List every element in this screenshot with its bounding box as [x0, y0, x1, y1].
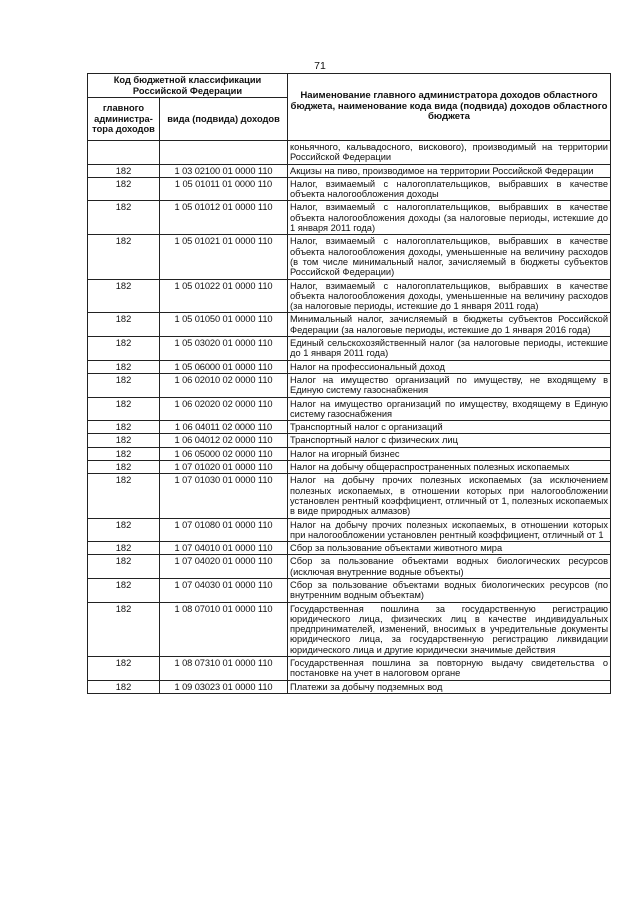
revenue-name-cell: Налог, взимаемый с налогоплательщиков, выбравших в качестве объекта налогообложения доходы, уменьшенные на величину расходов (за налоговые периоды, истекшие до 1 января 2011 года) — [288, 279, 611, 313]
revenue-code-cell: 1 07 01080 01 0000 110 — [160, 518, 288, 542]
revenue-name-cell: Налог, взимаемый с налогоплательщиков, выбравших в качестве объекта налогообложения доходы (за налоговые периоды, истекшие до 1 января 2011 года) — [288, 201, 611, 235]
header-budget-classification-code: Код бюджетной классификации Российской Федерации — [88, 74, 288, 98]
admin-code-cell: 182 — [88, 680, 160, 693]
revenue-code-cell: 1 05 01022 01 0000 110 — [160, 279, 288, 313]
revenue-code-cell: 1 07 01020 01 0000 110 — [160, 461, 288, 474]
table-row — [88, 141, 611, 165]
admin-code-cell: 182 — [88, 164, 160, 177]
revenue-name-cell: Налог на имущество организаций по имуществу, не входящему в Единую систему газоснабжения — [288, 373, 611, 397]
revenue-name-cell: Налог на добычу прочих полезных ископаемых (за исключением полезных ископаемых, в отношении которых при налогообложении установлен рентный коэффициент, отличный от 1, полезных ископаемых в виде природных алмазов) — [288, 474, 611, 518]
table-row — [88, 201, 611, 235]
revenue-code-cell: 1 05 01011 01 0000 110 — [160, 177, 288, 201]
revenue-code-cell: 1 06 04011 02 0000 110 — [160, 421, 288, 434]
admin-code-cell: 182 — [88, 177, 160, 201]
admin-code-cell: 182 — [88, 235, 160, 279]
revenue-name-cell: Единый сельскохозяйственный налог (за налоговые периоды, истекшие до 1 января 2011 года) — [288, 337, 611, 361]
table-row — [88, 177, 611, 201]
revenue-name-cell: Налог на имущество организаций по имуществу, входящему в Единую систему газоснабжения — [288, 397, 611, 421]
table-row — [88, 421, 611, 434]
revenue-code-cell — [160, 141, 288, 165]
admin-code-cell: 182 — [88, 434, 160, 447]
admin-code-cell: 182 — [88, 474, 160, 518]
admin-code-cell: 182 — [88, 313, 160, 337]
table-row — [88, 461, 611, 474]
table-row — [88, 555, 611, 579]
header-type-column: вида (подвида) доходов — [160, 98, 288, 141]
revenue-name-cell: Сбор за пользование объектами водных биологических ресурсов (по внутренним водным объектам) — [288, 578, 611, 602]
revenue-code-cell: 1 07 04020 01 0000 110 — [160, 555, 288, 579]
revenue-name-cell: Налог, взимаемый с налогоплательщиков, выбравших в качестве объекта налогообложения доходы — [288, 177, 611, 201]
admin-code-cell: 182 — [88, 360, 160, 373]
revenue-code-cell: 1 07 01030 01 0000 110 — [160, 474, 288, 518]
revenue-code-cell: 1 08 07310 01 0000 110 — [160, 657, 288, 681]
revenue-code-cell: 1 05 01050 01 0000 110 — [160, 313, 288, 337]
admin-code-cell: 182 — [88, 518, 160, 542]
table-row — [88, 578, 611, 602]
revenue-code-cell: 1 05 06000 01 0000 110 — [160, 360, 288, 373]
header-admin-column: главного администра-тора доходов — [88, 98, 160, 141]
admin-code-cell: 182 — [88, 421, 160, 434]
revenue-code-cell: 1 07 04030 01 0000 110 — [160, 578, 288, 602]
table-body — [88, 141, 611, 694]
admin-code-cell: 182 — [88, 461, 160, 474]
table-row — [88, 235, 611, 279]
revenue-name-cell: Налог на добычу прочих полезных ископаемых, в отношении которых при налогообложении установлен рентный коэффициент, отличный от 1 — [288, 518, 611, 542]
revenue-name-cell: Акцизы на пиво, производимое на территории Российской Федерации — [288, 164, 611, 177]
budget-classification-table — [87, 73, 611, 694]
header-name-column: Наименование главного администратора доходов областного бюджета, наименование кода вида (подвида) доходов областного бюджета — [288, 74, 611, 141]
revenue-name-cell: Налог, взимаемый с налогоплательщиков, выбравших в качестве объекта налогообложения доходы, уменьшенные на величину расходов (в том числе минимальный налог, зачисляемый в бюджеты субъектов Российской Федерации) — [288, 235, 611, 279]
revenue-code-cell: 1 05 01021 01 0000 110 — [160, 235, 288, 279]
revenue-name-cell: Транспортный налог с физических лиц — [288, 434, 611, 447]
revenue-name-cell: Налог на добычу общераспространенных полезных ископаемых — [288, 461, 611, 474]
revenue-code-cell: 1 07 04010 01 0000 110 — [160, 542, 288, 555]
revenue-name-cell: Сбор за пользование объектами животного мира — [288, 542, 611, 555]
revenue-code-cell: 1 05 01012 01 0000 110 — [160, 201, 288, 235]
admin-code-cell: 182 — [88, 602, 160, 656]
revenue-name-cell: Платежи за добычу подземных вод — [288, 680, 611, 693]
table-row — [88, 518, 611, 542]
page-number: 71 — [314, 60, 326, 72]
revenue-name-cell: Транспортный налог с организаций — [288, 421, 611, 434]
table-row — [88, 657, 611, 681]
table-row — [88, 447, 611, 460]
table-row — [88, 360, 611, 373]
table-row — [88, 373, 611, 397]
table-header — [88, 74, 611, 141]
admin-code-cell: 182 — [88, 555, 160, 579]
revenue-code-cell: 1 05 03020 01 0000 110 — [160, 337, 288, 361]
revenue-code-cell: 1 06 02010 02 0000 110 — [160, 373, 288, 397]
revenue-code-cell: 1 06 05000 02 0000 110 — [160, 447, 288, 460]
revenue-name-cell: коньячного, кальвадосного, вискового), производимый на территории Российской Федерации — [288, 141, 611, 165]
revenue-name-cell: Минимальный налог, зачисляемый в бюджеты субъектов Российской Федерации (за налоговые периоды, истекшие до 1 января 2016 года) — [288, 313, 611, 337]
revenue-name-cell: Налог на профессиональный доход — [288, 360, 611, 373]
table-row — [88, 474, 611, 518]
admin-code-cell: 182 — [88, 447, 160, 460]
admin-code-cell: 182 — [88, 201, 160, 235]
admin-code-cell: 182 — [88, 657, 160, 681]
revenue-code-cell: 1 09 03023 01 0000 110 — [160, 680, 288, 693]
table-row — [88, 279, 611, 313]
table-row — [88, 680, 611, 693]
table-row — [88, 542, 611, 555]
revenue-code-cell: 1 06 02020 02 0000 110 — [160, 397, 288, 421]
admin-code-cell: 182 — [88, 373, 160, 397]
admin-code-cell: 182 — [88, 337, 160, 361]
admin-code-cell — [88, 141, 160, 165]
table-row — [88, 602, 611, 656]
table-row — [88, 164, 611, 177]
revenue-name-cell: Государственная пошлина за повторную выдачу свидетельства о постановке на учет в налоговом органе — [288, 657, 611, 681]
revenue-name-cell: Государственная пошлина за государственную регистрацию юридического лица, физических лиц в качестве индивидуальных предпринимателей, изменений, вносимых в учредительные документы юридического лица, за государственную регистрацию ликвидации юридического лица и другие юридически значимые действия — [288, 602, 611, 656]
admin-code-cell: 182 — [88, 397, 160, 421]
revenue-code-cell: 1 08 07010 01 0000 110 — [160, 602, 288, 656]
revenue-name-cell: Сбор за пользование объектами водных биологических ресурсов (исключая внутренние водные объекты) — [288, 555, 611, 579]
table-row — [88, 337, 611, 361]
admin-code-cell: 182 — [88, 279, 160, 313]
table-row — [88, 313, 611, 337]
admin-code-cell: 182 — [88, 578, 160, 602]
revenue-code-cell: 1 03 02100 01 0000 110 — [160, 164, 288, 177]
table-row — [88, 397, 611, 421]
revenue-name-cell: Налог на игорный бизнес — [288, 447, 611, 460]
admin-code-cell: 182 — [88, 542, 160, 555]
revenue-code-cell: 1 06 04012 02 0000 110 — [160, 434, 288, 447]
table-row — [88, 434, 611, 447]
